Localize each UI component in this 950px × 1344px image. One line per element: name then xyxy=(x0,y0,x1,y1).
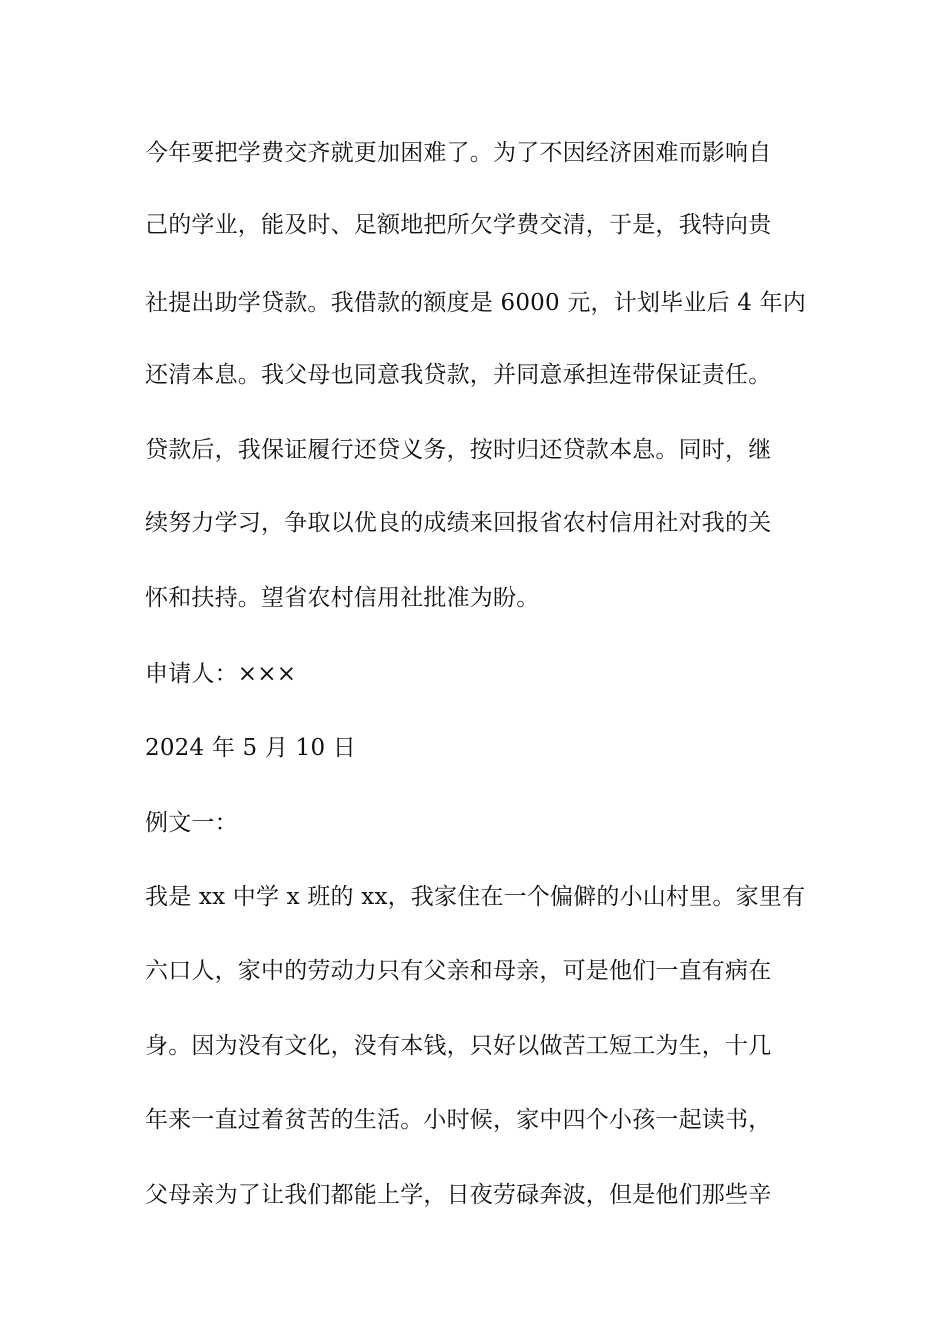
paragraph-line: 身。因为没有文化，没有本钱，只好以做苦工短工为生，十几 xyxy=(145,1033,772,1059)
example-heading: 例文一： xyxy=(145,810,238,836)
paragraph-line: 父母亲为了让我们都能上学，日夜劳碌奔波，但是他们那些辛 xyxy=(145,1182,772,1208)
paragraph-line: 己的学业，能及时、足额地把所欠学费交清，于是，我特向贵 xyxy=(145,212,772,238)
paragraph-line: 社提出助学贷款。我借款的额度是 6000 元，计划毕业后 4 年内 xyxy=(145,290,807,316)
paragraph-line: 今年要把学费交齐就更加困难了。为了不因经济困难而影响自 xyxy=(145,140,772,166)
paragraph-line: 年来一直过着贫苦的生活。小时候，家中四个小孩一起读书， xyxy=(145,1107,772,1133)
paragraph-line: 还清本息。我父母也同意我贷款，并同意承担连带保证责任。 xyxy=(145,362,772,388)
applicant-signature: 申请人：××× xyxy=(145,661,297,687)
paragraph-line: 我是 xx 中学 x 班的 xx，我家住在一个偏僻的小山村里。家里有 xyxy=(145,884,806,910)
paragraph-line: 续努力学习，争取以优良的成绩来回报省农村信用社对我的关 xyxy=(145,510,772,536)
paragraph-line: 六口人，家中的劳动力只有父亲和母亲，可是他们一直有病在 xyxy=(145,958,772,984)
paragraph-line: 怀和扶持。望省农村信用社批准为盼。 xyxy=(145,585,540,611)
application-date: 2024 年 5 月 10 日 xyxy=(145,735,356,761)
paragraph-line: 贷款后，我保证履行还贷义务，按时归还贷款本息。同时，继 xyxy=(145,437,772,463)
